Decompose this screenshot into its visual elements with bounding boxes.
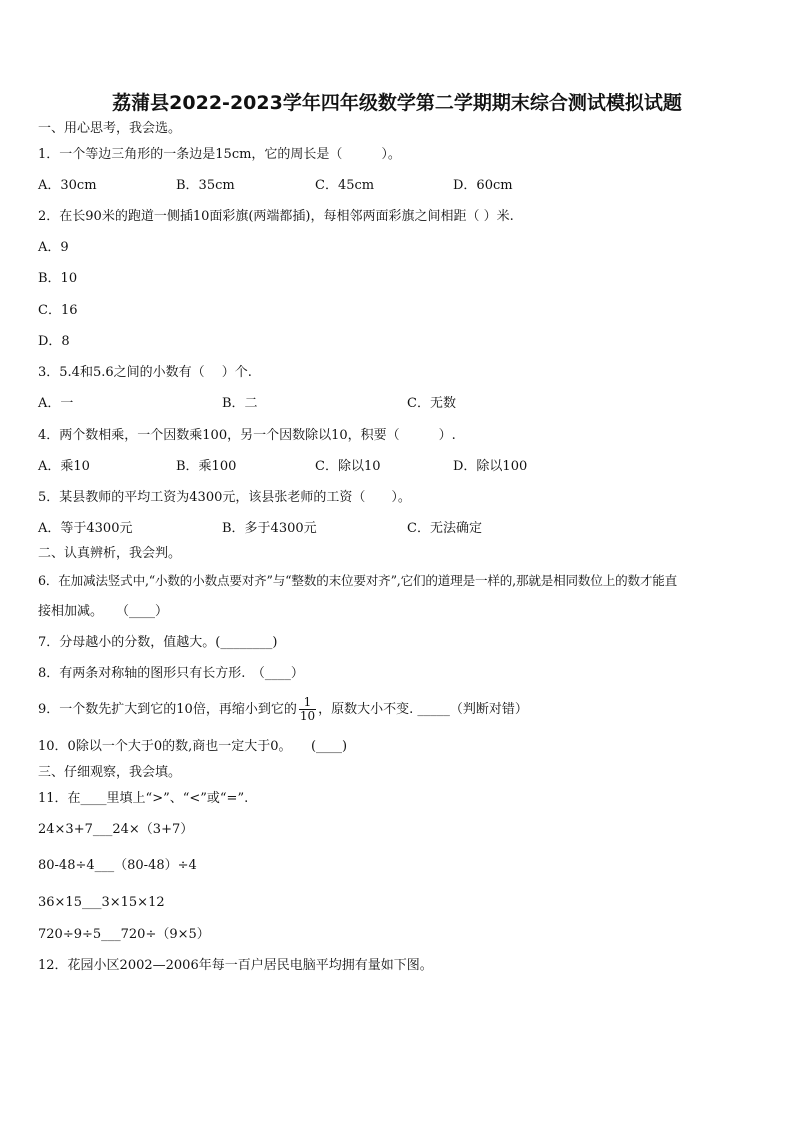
q11-item-4: 720÷9÷5___720÷（9×5） <box>38 927 210 942</box>
section-heading-3: 三、仔细观察，我会填。 <box>38 765 182 780</box>
q11-item-3: 36×15___3×15×12 <box>38 895 165 910</box>
q4-option-d: D．除以100 <box>453 459 528 474</box>
fraction-one-tenth <box>299 696 316 723</box>
question-9 <box>38 696 528 724</box>
q3-option-a: A．一 <box>38 396 74 411</box>
fraction-numerator: 1 <box>299 696 316 710</box>
q3-option-c: C．无数 <box>407 396 456 411</box>
question-6-line-2: 接相加减。 （____） <box>38 604 169 619</box>
q5-option-b: B．多于4300元 <box>222 521 317 536</box>
q1-option-a: A．30cm <box>38 178 97 193</box>
question-11: 11．在____里填上“>”、“<”或“=”. <box>38 791 249 806</box>
question-4: 4．两个数相乘，一个因数乘100，另一个因数除以10，积要（ ）. <box>38 428 456 443</box>
question-12: 12．花园小区2002—2006年每一百户居民电脑平均拥有量如下图。 <box>38 958 433 973</box>
question-2: 2．在长90米的跑道一侧插10面彩旗(两端都插)，每相邻两面彩旗之间相距（ ）米. <box>38 209 514 224</box>
section-heading-2: 二、认真辨析，我会判。 <box>38 546 182 561</box>
question-9-text-after: ，原数大小不变. _____（判断对错） <box>318 702 528 717</box>
question-7: 7．分母越小的分数，值越大。(________) <box>38 635 278 650</box>
q1-option-c: C．45cm <box>315 178 375 193</box>
q3-option-b: B．二 <box>222 396 258 411</box>
q11-item-1: 24×3+7___24×（3+7） <box>38 822 194 837</box>
question-10: 10．0除以一个大于0的数,商也一定大于0。 (____) <box>38 739 348 754</box>
q5-option-c: C．无法确定 <box>407 521 482 536</box>
fraction-denominator: 10 <box>299 709 316 723</box>
q2-option-d: D．8 <box>38 334 70 349</box>
question-8: 8．有两条对称轴的图形只有长方形. （____） <box>38 666 304 681</box>
q4-option-a: A．乘10 <box>38 459 90 474</box>
question-9-text-before: 9．一个数先扩大到它的10倍，再缩小到它的 <box>38 702 297 717</box>
page-title: 荔蒲县2022-2023学年四年级数学第二学期期末综合测试模拟试题 <box>112 92 682 114</box>
q2-option-b: B．10 <box>38 271 78 286</box>
q5-option-a: A．等于4300元 <box>38 521 133 536</box>
question-3: 3．5.4和5.6之间的小数有（ ）个. <box>38 365 252 380</box>
question-6-line-1: 6．在加减法竖式中,“小数的小数点要对齐”与“整数的末位要对齐”,它们的道理是一样的,那就是相同数位上的数才能直 <box>38 573 678 588</box>
section-heading-1: 一、用心思考，我会选。 <box>38 121 182 136</box>
q2-option-a: A．9 <box>38 240 69 255</box>
question-1: 1．一个等边三角形的一条边是15cm，它的周长是（ ）。 <box>38 147 401 162</box>
q1-option-d: D．60cm <box>453 178 513 193</box>
q11-item-2: 80-48÷4___（80-48）÷4 <box>38 858 197 873</box>
question-5: 5．某县教师的平均工资为4300元，该县张老师的工资（ ）。 <box>38 490 411 505</box>
q2-option-c: C．16 <box>38 303 78 318</box>
q4-option-b: B．乘100 <box>176 459 237 474</box>
q4-option-c: C．除以10 <box>315 459 381 474</box>
q1-option-b: B．35cm <box>176 178 235 193</box>
